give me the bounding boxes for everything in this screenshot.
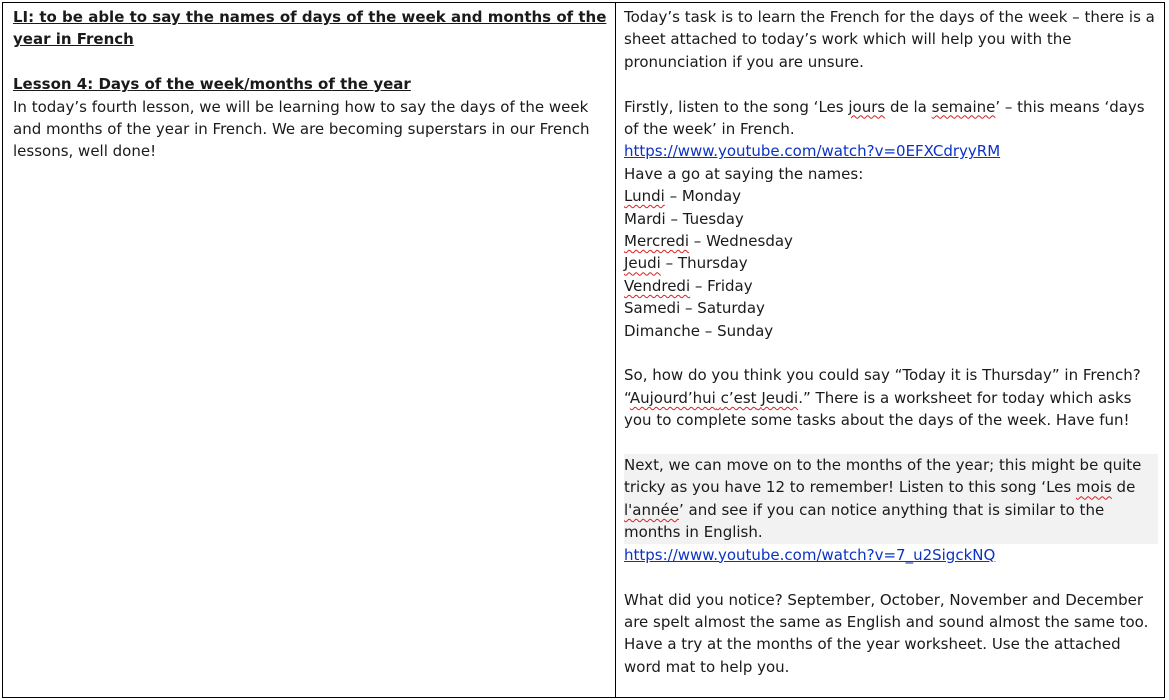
day-item: Lundi – Monday	[624, 187, 742, 206]
lesson-intro: In today’s fourth lesson, we will be learning how to say the days of the week and months of the year in French. We are becoming superstars in our French lessons, well done!	[13, 97, 590, 161]
spelling-flag: jours	[848, 97, 886, 116]
day-item: Mercredi – Wednesday	[624, 232, 793, 251]
english-day: Friday	[707, 276, 753, 295]
learning-intention-heading: LI: to be able to say the names of days of the week and months of the year in French	[13, 8, 607, 49]
day-item: Jeudi – Thursday	[624, 254, 748, 273]
french-day: Jeudi	[624, 254, 661, 273]
spelling-flag: semaine	[931, 97, 996, 116]
conclusion: What did you notice? September, October, November and December are spelt almost the same as English and sound almost the same too. Have a try at the months of the year worksheet. Use the attached word mat to help you.	[624, 590, 1149, 676]
day-item: Mardi – Tuesday	[624, 209, 744, 228]
english-day: Wednesday	[706, 232, 793, 251]
day-item: Samedi – Saturday	[624, 299, 765, 318]
english-day: Thursday	[677, 254, 748, 273]
months-instruction: Next, we can move on to the months of the year; this might be quite tricky as you have 12 to remember! Listen to this song ‘Les mois de l'année’ and see if you can notice anything that is similar to the months in English.	[624, 456, 1142, 542]
answer: “Aujourd’hui c’est Jeudi.” There is a worksheet for today which asks you to complete some tasks about the days of the week. Have fun!	[624, 388, 1132, 430]
french-day: Vendredi	[624, 276, 691, 295]
right-column	[616, 3, 1164, 697]
spelling-flag: c’est	[720, 388, 757, 407]
spelling-flag: Aujourd’hui	[629, 388, 716, 407]
names-prompt: Have a go at saying the names:	[624, 164, 864, 183]
lesson-heading: Lesson 4: Days of the week/months of the year	[13, 75, 411, 94]
months-song-link[interactable]: https://www.youtube.com/watch?v=7_u2SigckNQ	[624, 545, 996, 564]
song-instruction: Firstly, listen to the song ‘Les jours de la semaine’ – this means ‘days of the week’ in French.	[624, 97, 1145, 139]
french-day: Mercredi	[624, 232, 690, 251]
english-day: Monday	[681, 187, 742, 206]
spacer	[624, 73, 1158, 95]
days-song-link[interactable]: https://www.youtube.com/watch?v=0EFXCdryyRM	[624, 142, 1001, 161]
spacer	[624, 342, 1158, 364]
french-day: Samedi	[624, 299, 681, 318]
french-day: Dimanche	[624, 321, 701, 340]
french-day: Mardi	[624, 209, 666, 228]
spelling-flag: l'année	[624, 500, 679, 519]
spacer	[624, 432, 1158, 454]
spacer	[13, 51, 607, 73]
spelling-flag: Jeudi	[761, 388, 799, 407]
spelling-flag: mois	[1076, 478, 1112, 497]
days-list	[624, 185, 1158, 342]
months-block	[624, 454, 1158, 544]
english-day: Sunday	[717, 321, 774, 340]
french-day: Lundi	[624, 187, 665, 206]
task-intro: Today’s task is to learn the French for the days of the week – there is a sheet attached to today’s work which will help you with the pronunciation if you are unsure.	[624, 8, 1155, 71]
english-day: Tuesday	[682, 209, 744, 228]
day-item: Vendredi – Friday	[624, 276, 753, 295]
left-column	[3, 3, 616, 697]
lesson-table	[2, 2, 1165, 698]
day-item: Dimanche – Sunday	[624, 321, 774, 340]
spacer	[624, 566, 1158, 588]
english-day: Saturday	[697, 299, 765, 318]
question: So, how do you think you could say “Today it is Thursday” in French?	[624, 366, 1141, 385]
